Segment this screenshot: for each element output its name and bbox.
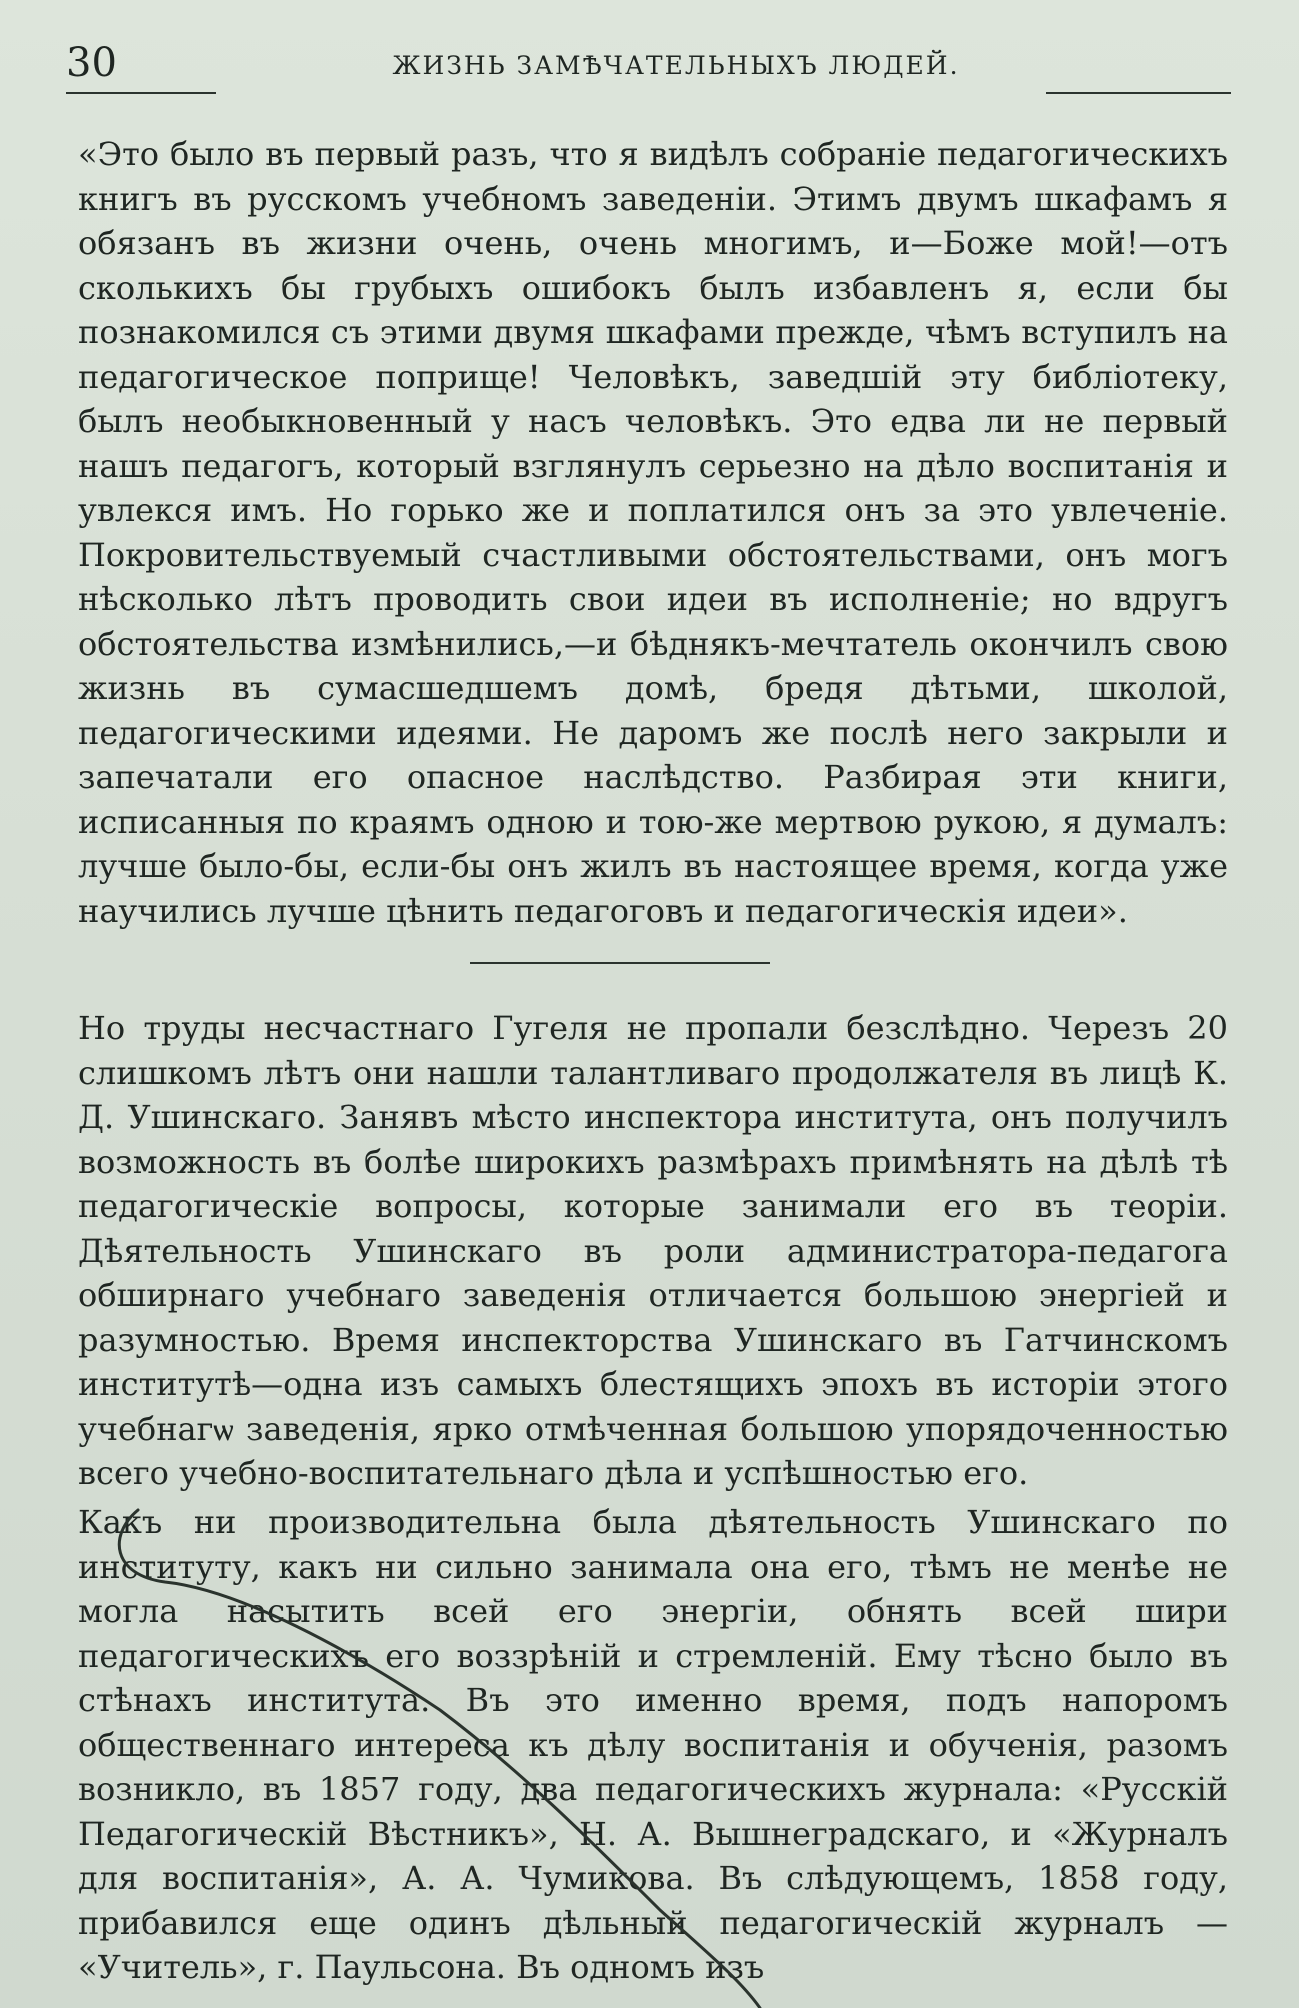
quote-paragraph: «Это было въ первый разъ, что я видѣлъ собраніе педагогическихъ книгъ въ русскомъ учебномъ заведеніи. Этимъ двумъ шкафамъ я обязанъ въ жизни очень, очень многимъ, и—Боже мой!—отъ сколькихъ бы грубыхъ ошибокъ былъ избавленъ я, если бы познакомился съ этими двумя шкафами прежде, чѣмъ вступилъ на педагогическое поприще! Человѣкъ, заведшій эту библіотеку, былъ необыкновенный у насъ человѣкъ. Это едва ли не первый нашъ педагогъ, который взглянулъ серьезно на дѣло воспитанія и увлекся имъ. Но горько же и поплатился онъ за это увлеченіе. Покровительствуемый счастливыми обстоятельствами, онъ могъ нѣсколько лѣтъ проводить свои идеи въ исполненіе; но вдругъ обстоятельства измѣнились,—и бѣднякъ-мечтатель окончилъ свою жизнь въ сумасшедшемъ домѣ, бредя дѣтьми, школой, педагогическими идеями. Не даромъ же послѣ него закрыли и запечатали его опасное наслѣдство. Разбирая эти книги, исписанныя по краямъ одною и тою-же мертвою рукою, я думалъ: лучше было-бы, если-бы онъ жилъ въ настоящее время, когда уже научились лучше цѣнить педагоговъ и педагогическія идеи». [78, 135, 1228, 930]
body-paragraph-2: Какъ ни производительна была дѣятельность Ушинскаго по институту, какъ ни сильно занимала она его, тѣмъ не менѣе не могла насытить всей его энергіи, обнять всей шири педагогическихъ его воззрѣній и стремленій. Ему тѣсно было въ стѣнахъ института. Въ это именно время, подъ напоромъ общественнаго интереса къ дѣлу воспитанія и обученія, разомъ возникло, въ 1857 году, два педагогическихъ журнала: «Русскій Педагогическій Вѣстникъ», Н. А. Вышнеградскаго, и «Журналъ для воспитанія», А. А. Чумикова. Въ слѣдующемъ, 1858 году, прибавился еще одинъ дѣльный педагогическій журналъ — «Учитель», г. Паульсона. Въ одномъ изъ [78, 1503, 1228, 1986]
running-title: ЖИЗНЬ ЗАМѢЧАТЕЛЬНЫХЪ ЛЮДЕЙ. [392, 51, 960, 80]
section-separator [470, 962, 770, 964]
body-paragraph-1: Но труды несчастнаго Гугеля не пропали безслѣдно. Черезъ 20 слишкомъ лѣтъ они нашли талантливаго продолжателя въ лицѣ К. Д. Ушинскаго. Занявъ мѣсто инспектора института, онъ получилъ возможность въ болѣе широкихъ размѣрахъ примѣнять на дѣлѣ тѣ педагогическіе вопросы, которые занимали его въ теоріи. Дѣятельность Ушинскаго въ роли администратора-педагога обширнаго учебнаго заведенія отличается большою энергіей и разумностью. Время инспекторства Ушинскаго въ Гатчинскомъ институтѣ—одна изъ самыхъ блестящихъ эпохъ въ исторіи этого учебнагѡ заведенія, ярко отмѣченная большою упорядоченностью всего учебно-воспитательнаго дѣла и успѣшностью его. [78, 1009, 1228, 1492]
page-header [66, 38, 1231, 98]
header-rule-left [66, 92, 216, 94]
page-number: 30 [66, 40, 117, 86]
header-rule-right [1046, 92, 1231, 94]
